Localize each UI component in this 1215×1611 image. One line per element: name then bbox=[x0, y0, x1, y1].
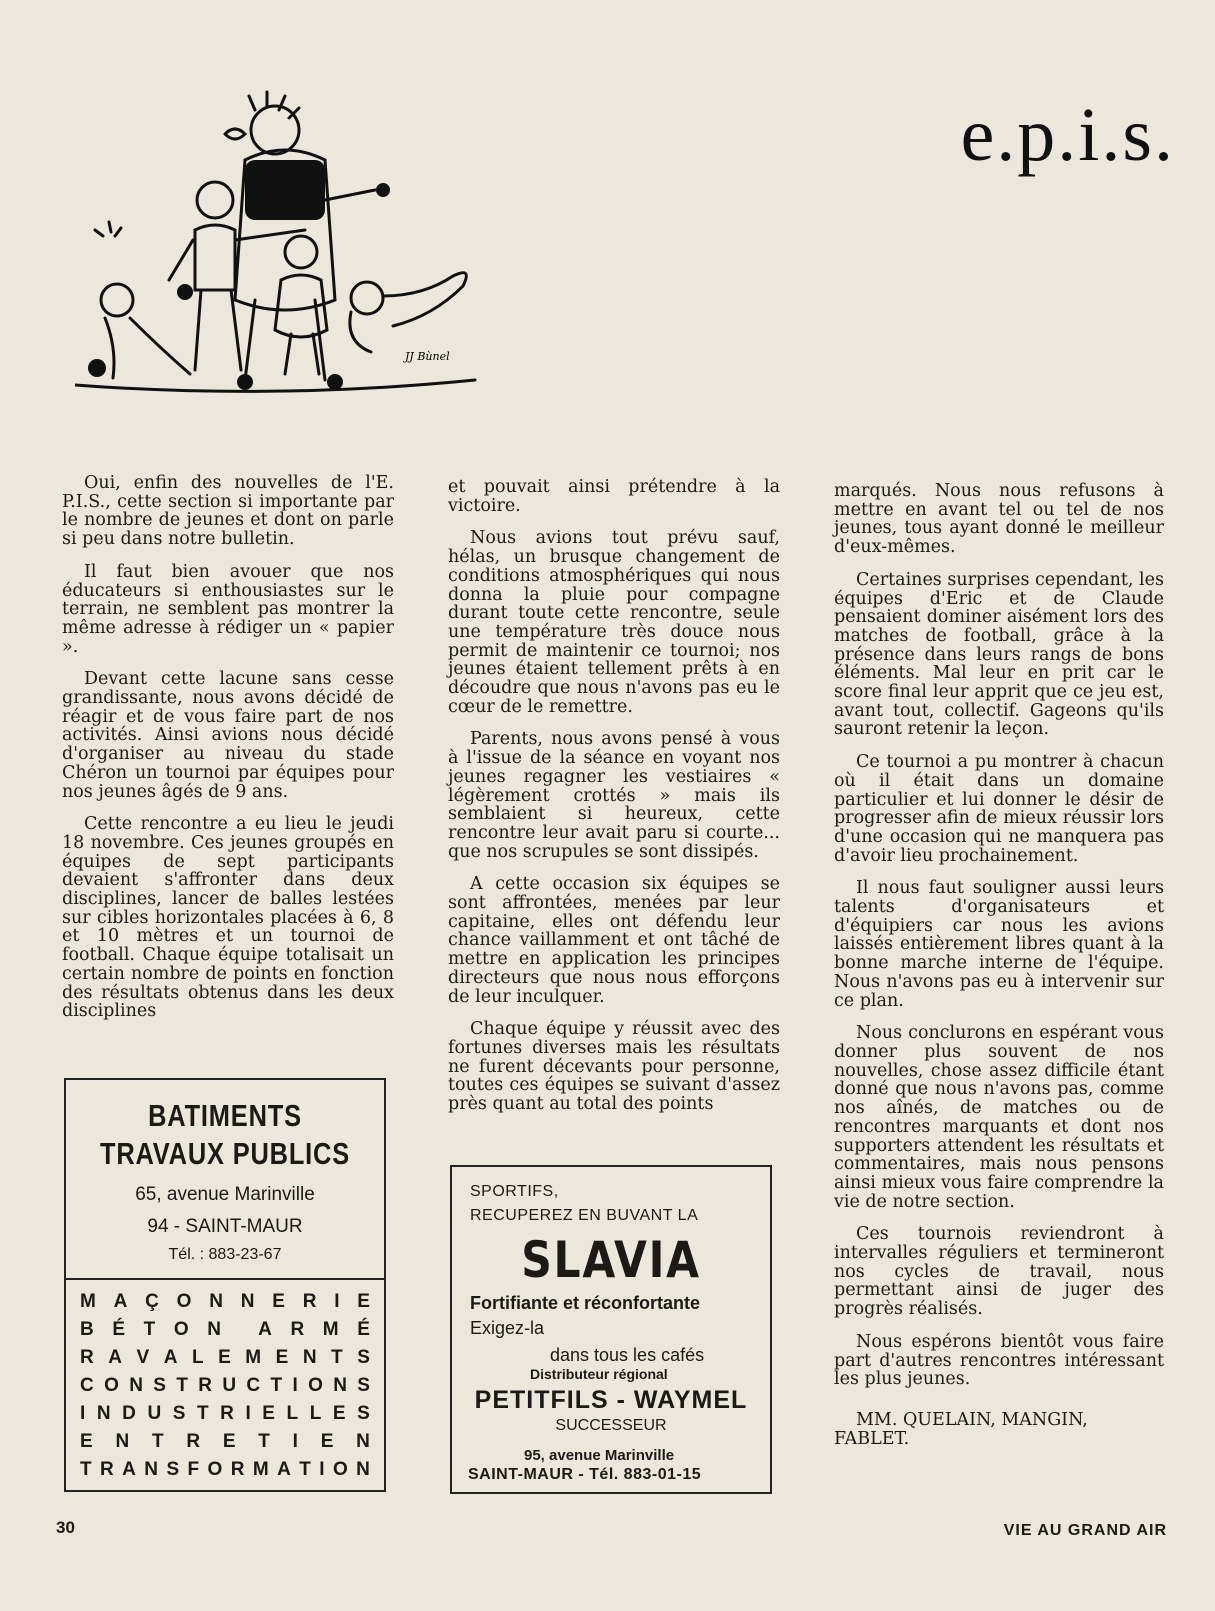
ad-trade-letter: A bbox=[113, 1291, 128, 1312]
ad-divider bbox=[66, 1278, 384, 1280]
ad-distributor: PETITFILS - WAYMEL bbox=[474, 1386, 748, 1414]
ad-trade-letter: N bbox=[144, 1459, 159, 1480]
ad-trade-letter: O bbox=[176, 1291, 192, 1312]
article-paragraph-continued: et pouvait ainsi prétendre à la victoire. bbox=[448, 477, 780, 516]
ad-trade-letter: A bbox=[163, 1347, 178, 1368]
article-column-2 bbox=[448, 478, 780, 1128]
boxing-cartoon-drawing bbox=[75, 90, 495, 410]
ad-trade-letter: A bbox=[258, 1319, 272, 1340]
article-paragraph: Chaque équipe y réussit avec des fortunes diverses mais les résultats ne furent décevants pour personne, toutes ces équipes se suivant d'assez près quant au total des points bbox=[448, 1019, 780, 1115]
ad-trade bbox=[66, 1400, 384, 1428]
ad-trade-letter: T bbox=[151, 1431, 164, 1452]
ad-trade-letter: M bbox=[252, 1459, 269, 1480]
ad-trade-letter: O bbox=[207, 1459, 223, 1480]
ad-trade-letter: O bbox=[173, 1319, 189, 1340]
ad-trade-letter: N bbox=[333, 1375, 347, 1396]
ad-trade-letter: R bbox=[198, 1375, 212, 1396]
ad-trade-letter: E bbox=[272, 1291, 285, 1312]
section-title: e.p.i.s. bbox=[960, 93, 1175, 177]
ad-trade-letter: T bbox=[143, 1319, 156, 1340]
ad-trade-letter: E bbox=[357, 1291, 370, 1312]
ad-trade-letter: I bbox=[292, 1431, 298, 1452]
ad-phone: Tél. : 883-23-67 bbox=[168, 1246, 282, 1263]
ad-trade-letter: I bbox=[245, 1403, 251, 1424]
ad-line: SPORTIFS, bbox=[470, 1183, 559, 1200]
ad-trade-letter: I bbox=[334, 1291, 340, 1312]
ad-trade-letter: I bbox=[80, 1403, 86, 1424]
ad-heading: BATIMENTS bbox=[148, 1098, 302, 1133]
ad-trade-letter: N bbox=[302, 1347, 317, 1368]
ad-trade-letter: A bbox=[277, 1459, 291, 1480]
ad-trade-letter: R bbox=[80, 1347, 94, 1368]
article-paragraph: Cette rencontre a eu lieu le jeudi 18 novembre. Ces jeunes groupés en équipes de sept participants devaient s'affronter dans deux disciplines, lancer de balles lestées sur cibles horizontales placées à 6, 8 et 10 mètres et un tournoi de football. Chaque équipe totalisait un certain nombre de points en fonction des résultats obtenus dans les deux disciplines bbox=[62, 814, 394, 1022]
article-paragraph: Parents, nous avons pensé à vous à l'issue de la séance en voyant nos jeunes regagner les vestiaires « légèrement crottés » mais ils semblaient si heureux, cette rencontre leur avait paru si courte... que nos scrupules se sont dissipés. bbox=[448, 729, 780, 862]
ad-trade-letter: F bbox=[187, 1459, 200, 1480]
ad-trade-letter: L bbox=[286, 1403, 299, 1424]
ad-brand-logo: SLAVIA bbox=[521, 1231, 701, 1289]
ad-phone: SAINT-MAUR - Tél. 883-01-15 bbox=[468, 1466, 702, 1483]
ad-trade-letter: R bbox=[302, 1291, 317, 1312]
article-paragraph: Ce tournoi a pu montrer à chacun où il était dans un domaine particulier et lui donner le désir de progresser afin de mieux réussir lors d'une occasion qui ne manquera pas d'avoir lieu prochainement. bbox=[834, 752, 1164, 866]
ad-line: Exigez-la bbox=[470, 1318, 545, 1338]
advertisement-slavia bbox=[450, 1165, 772, 1494]
ad-trade-letter: E bbox=[275, 1347, 289, 1368]
ad-trade-letter: O bbox=[104, 1375, 119, 1396]
ad-trade-letter: T bbox=[176, 1375, 188, 1396]
ad-trade-letter: C bbox=[246, 1375, 261, 1396]
ad-trade-letter: E bbox=[332, 1403, 346, 1424]
ad-trade-letter: T bbox=[270, 1375, 283, 1396]
ad-trade-letter: I bbox=[292, 1375, 298, 1396]
ad-trade-letter: É bbox=[112, 1319, 126, 1340]
ad-trade-letter: R bbox=[186, 1431, 201, 1452]
ad-trade-letter: D bbox=[122, 1403, 136, 1424]
ad-trade-letter: N bbox=[96, 1403, 111, 1424]
ad-city: 94 - SAINT-MAUR bbox=[147, 1216, 303, 1237]
ad-trade-letter: A bbox=[108, 1347, 122, 1368]
ad-trade-letter: S bbox=[357, 1403, 370, 1424]
ad-trade-letter: T bbox=[196, 1403, 209, 1424]
ad-trade-letter: E bbox=[218, 1347, 231, 1368]
ad-trade bbox=[66, 1288, 384, 1316]
ad-trade-letter: B bbox=[80, 1319, 94, 1340]
ad-trade-letter: V bbox=[136, 1347, 150, 1368]
magazine-name: VIE AU GRAND AIR bbox=[1003, 1522, 1167, 1539]
ad-trade bbox=[66, 1372, 384, 1400]
ad-line: dans tous les cafés bbox=[550, 1345, 705, 1365]
article-paragraph: Devant cette lacune sans cesse grandissante, nous avons décidé de réagir et de vous faire part de nos activités. Ainsi avions nous décidé d'organiser au niveau du stade Chéron un tournoi par équipes pour nos jeunes âgés de 9 ans. bbox=[62, 669, 394, 802]
ad-tagline: Fortifiante et réconfortante bbox=[470, 1293, 701, 1313]
ad-trade-letter: S bbox=[357, 1347, 370, 1368]
ad-trade-letter: R bbox=[220, 1403, 234, 1424]
article-paragraph: Nous espérons bientôt vous faire part d'autres rencontres intéressant les plus jeunes. bbox=[834, 1331, 1164, 1390]
article-paragraph: Ces tournois reviendront à intervalles réguliers et termineront nos cycles de travail, nous permettant ainsi de juger des progrès réalisés. bbox=[834, 1224, 1164, 1320]
article-paragraph: Oui, enfin des nouvelles de l'E. P.I.S., cette section si importante par le nombre de jeunes et dont on parle si peu dans notre bulletin. bbox=[62, 473, 394, 550]
ad-trade-letter: R bbox=[290, 1319, 305, 1340]
ad-trade-letter: N bbox=[207, 1319, 221, 1340]
article-column-1 bbox=[62, 474, 394, 1035]
ad-trade-letter: T bbox=[299, 1459, 311, 1480]
ad-trade bbox=[66, 1456, 384, 1484]
ad-trade-letter: Ç bbox=[145, 1291, 159, 1312]
ad-trade-letter: S bbox=[153, 1375, 166, 1396]
ad-trade-letter: N bbox=[356, 1431, 370, 1452]
ad-trade-letter: N bbox=[129, 1375, 143, 1396]
article-paragraph: Nous avions tout prévu sauf, hélas, un brusque changement de conditions atmosphériques qui nous donna la pluie pour compagne durant toute cette rencontre, seule une température très douce nous permit de maintenir ce tournoi; nos jeunes étaient tellement prêts à en découdre que nous n'avons pas eu le cœur de le remettre. bbox=[448, 528, 780, 717]
ad-trade-letter: S bbox=[166, 1459, 180, 1480]
ad-trade-letter: T bbox=[80, 1459, 92, 1480]
ad-trade-letter: C bbox=[80, 1375, 94, 1396]
ad-trade-letter: E bbox=[80, 1431, 93, 1452]
article-paragraph: A cette occasion six équipes se sont affrontées, menées par leur capitaine, elles ont défendu leur chance vaillamment et ont tâché de mettre en application les principes directeurs que nous nous efforçons de leur inculquer. bbox=[448, 874, 780, 1007]
ad-trade-letter: O bbox=[308, 1375, 323, 1396]
ad-trade-letter: N bbox=[240, 1291, 255, 1312]
ad-successor: SUCCESSEUR bbox=[555, 1417, 667, 1434]
ad-trade-letter: M bbox=[80, 1291, 96, 1312]
ad-trade-letter: N bbox=[209, 1291, 223, 1312]
ad-trade-letter: R bbox=[230, 1459, 245, 1480]
article-paragraph: Il nous faut souligner aussi leurs talents d'organisateurs et d'équipiers car nous les avions laissés entièrement libres quant à la bonne marche interne de l'équipe. Nous n'avons pas eu à intervenir sur ce plan. bbox=[834, 878, 1164, 1011]
ad-trade-letter: R bbox=[100, 1459, 114, 1480]
ad-heading: TRAVAUX PUBLICS bbox=[99, 1136, 351, 1171]
ad-trade-letter: U bbox=[147, 1403, 162, 1424]
ad-distributor-label: Distributeur régional bbox=[530, 1366, 668, 1382]
ad-line: RECUPEREZ EN BUVANT LA bbox=[470, 1207, 699, 1224]
ad-trade bbox=[66, 1344, 384, 1372]
ad-trade bbox=[66, 1428, 384, 1456]
ad-address: 95, avenue Marinville bbox=[524, 1447, 675, 1464]
ad-trade-letter: S bbox=[357, 1375, 370, 1396]
article-column-3 bbox=[834, 482, 1164, 1462]
ad-trade-letter: N bbox=[356, 1459, 370, 1480]
ad-trade-letter: I bbox=[319, 1459, 325, 1480]
ad-trade-letter: A bbox=[122, 1459, 136, 1480]
ad-address: 65, avenue Marinville bbox=[135, 1184, 315, 1205]
ad-trade-letter: O bbox=[332, 1459, 348, 1480]
ad-trade-letter: E bbox=[320, 1431, 334, 1452]
article-paragraph: Il faut bien avouer que nos éducateurs si enthousiastes sur le terrain, ne semblent pas montrer la même adresse à rédiger un « papier ». bbox=[62, 561, 394, 657]
article-signature: MM. QUELAIN, MANGIN, FABLET. bbox=[834, 1409, 1088, 1449]
ad-trade-letter: M bbox=[245, 1347, 262, 1368]
ad-trade-letter: L bbox=[309, 1403, 322, 1424]
ad-trade-letter: N bbox=[115, 1431, 130, 1452]
advertisement-batiments bbox=[64, 1078, 386, 1492]
ad-trade-letter: É bbox=[357, 1319, 370, 1340]
artist-signature: JJ Bùnel bbox=[405, 350, 450, 363]
article-paragraph: Certaines surprises cependant, les équipes d'Eric et de Claude pensaient dominer aisément lors des matches de football, grâce à la présence dans leurs rangs de bons éléments. Mal leur en prit car le score final leur apprit que ce jeu est, avant tout, collectif. Gageons qu'ils sauront retenir la leçon. bbox=[834, 569, 1164, 740]
ad-trade-letter: U bbox=[222, 1375, 237, 1396]
page-number: 30 bbox=[56, 1518, 75, 1537]
article-paragraph: Nous conclurons en espérant vous donner plus souvent de nos nouvelles, chose assez difficile étant donné que nous n'avons pas, comme nos aînés, de matches ou de rencontres marquants et dont nos supporters attendent les résultats et commentaires, mais nous pensons ainsi mieux vous faire comprendre la vie de notre section. bbox=[834, 1023, 1164, 1212]
article-paragraph-continued: marqués. Nous nous refusons à mettre en avant tel ou tel de nos jeunes, tous ayant donné le meilleur d'eux-mêmes. bbox=[834, 481, 1164, 558]
ad-trade-letter: T bbox=[331, 1347, 343, 1368]
ad-trade-letter: T bbox=[258, 1431, 270, 1452]
ad-trade bbox=[66, 1316, 384, 1344]
ad-trade-letter: E bbox=[222, 1431, 236, 1452]
ad-trade-letter: L bbox=[191, 1347, 204, 1368]
ad-trade-letter: E bbox=[262, 1403, 275, 1424]
ad-trade-letter: M bbox=[322, 1319, 339, 1340]
ad-trade-letter: S bbox=[172, 1403, 186, 1424]
